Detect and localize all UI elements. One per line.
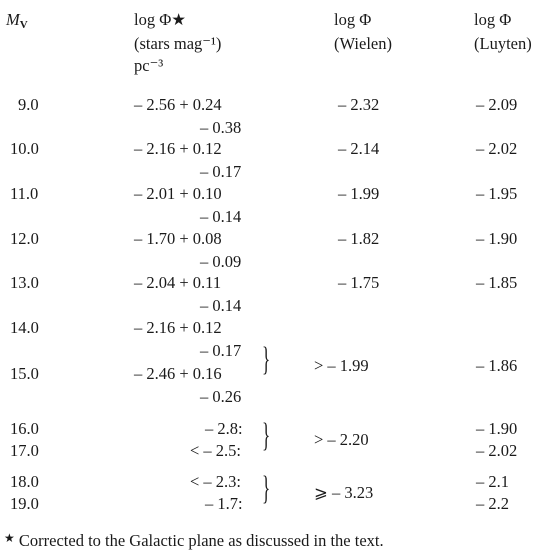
row-wielen: ⩾ – 3.23 <box>314 483 374 502</box>
right-brace: } <box>262 470 271 507</box>
row-luyten: – 2.09 <box>476 95 518 114</box>
row-phi-err: – 0.14 <box>200 207 242 226</box>
header-col4-line2: (Luyten) <box>474 34 532 53</box>
row-phi-err: – 0.17 <box>200 162 242 181</box>
row-phi-err: – 0.26 <box>200 387 242 406</box>
row-luyten: – 2.02 <box>476 139 518 158</box>
row-wielen: – 2.32 <box>338 95 380 114</box>
row-mv: 12.0 <box>10 229 39 248</box>
row-wielen: – 1.82 <box>338 229 380 248</box>
row-phi: – 2.16 + 0.12 <box>134 318 222 337</box>
footnote-text: Corrected to the Galactic plane as discussed in the text. <box>18 531 384 550</box>
header-col2-line1: log Φ★ <box>134 10 187 29</box>
row-phi: – 2.04 + 0.11 <box>134 273 222 292</box>
row-luyten: – 1.85 <box>476 273 518 292</box>
row-wielen: > – 1.99 <box>314 356 369 375</box>
row-phi: – 2.16 + 0.12 <box>134 139 222 158</box>
row-phi-err: – 0.17 <box>200 341 242 360</box>
row-luyten: – 2.2 <box>476 494 509 513</box>
row-wielen: > – 2.20 <box>314 430 369 449</box>
row-mv: 11.0 <box>10 184 39 203</box>
row-mv: 18.0 <box>10 472 39 491</box>
row-phi: < – 2.5: <box>190 441 242 460</box>
row-luyten: – 1.90 <box>476 419 518 438</box>
footnote <box>4 531 384 551</box>
row-phi: < – 2.3: <box>190 472 242 491</box>
header-col3-line1: log Φ <box>334 10 372 29</box>
header-col3-line2: (Wielen) <box>334 34 392 53</box>
mv-symbol: M <box>6 10 20 29</box>
row-mv: 19.0 <box>10 494 39 513</box>
row-mv: 16.0 <box>10 419 39 438</box>
header-col4-line1: log Φ <box>474 10 512 29</box>
row-phi: – 2.46 + 0.16 <box>134 364 222 383</box>
row-phi: – 2.01 + 0.10 <box>134 184 222 203</box>
row-mv: 14.0 <box>10 318 39 337</box>
header-mv <box>6 10 28 32</box>
row-phi: – 1.70 + 0.08 <box>134 229 222 248</box>
row-wielen: – 1.75 <box>338 273 380 292</box>
row-mv: 13.0 <box>10 273 39 292</box>
row-wielen: – 1.99 <box>338 184 380 203</box>
row-luyten: – 1.90 <box>476 229 518 248</box>
row-phi: – 2.56 + 0.24 <box>134 95 222 114</box>
footnote-star: ★ <box>4 531 15 545</box>
row-phi-err: – 0.14 <box>200 296 242 315</box>
row-mv: 9.0 <box>18 95 39 114</box>
row-mv: 10.0 <box>10 139 39 158</box>
row-luyten: – 1.95 <box>476 184 518 203</box>
row-phi-err: – 0.09 <box>200 252 242 271</box>
row-phi: – 2.8: <box>205 419 243 438</box>
row-mv: 15.0 <box>10 364 39 383</box>
row-phi-err: – 0.38 <box>200 118 242 137</box>
row-wielen: – 2.14 <box>338 139 380 158</box>
row-luyten: – 1.86 <box>476 356 518 375</box>
right-brace: } <box>262 417 271 454</box>
right-brace: } <box>262 341 271 378</box>
row-phi: – 1.7: <box>205 494 243 513</box>
header-col2-line2: (stars mag⁻¹) <box>134 34 222 53</box>
header-col2-line3: pc⁻³ <box>134 56 164 75</box>
mv-subscript: V <box>19 19 28 31</box>
row-luyten: – 2.02 <box>476 441 518 460</box>
row-luyten: – 2.1 <box>476 472 509 491</box>
row-mv: 17.0 <box>10 441 39 460</box>
